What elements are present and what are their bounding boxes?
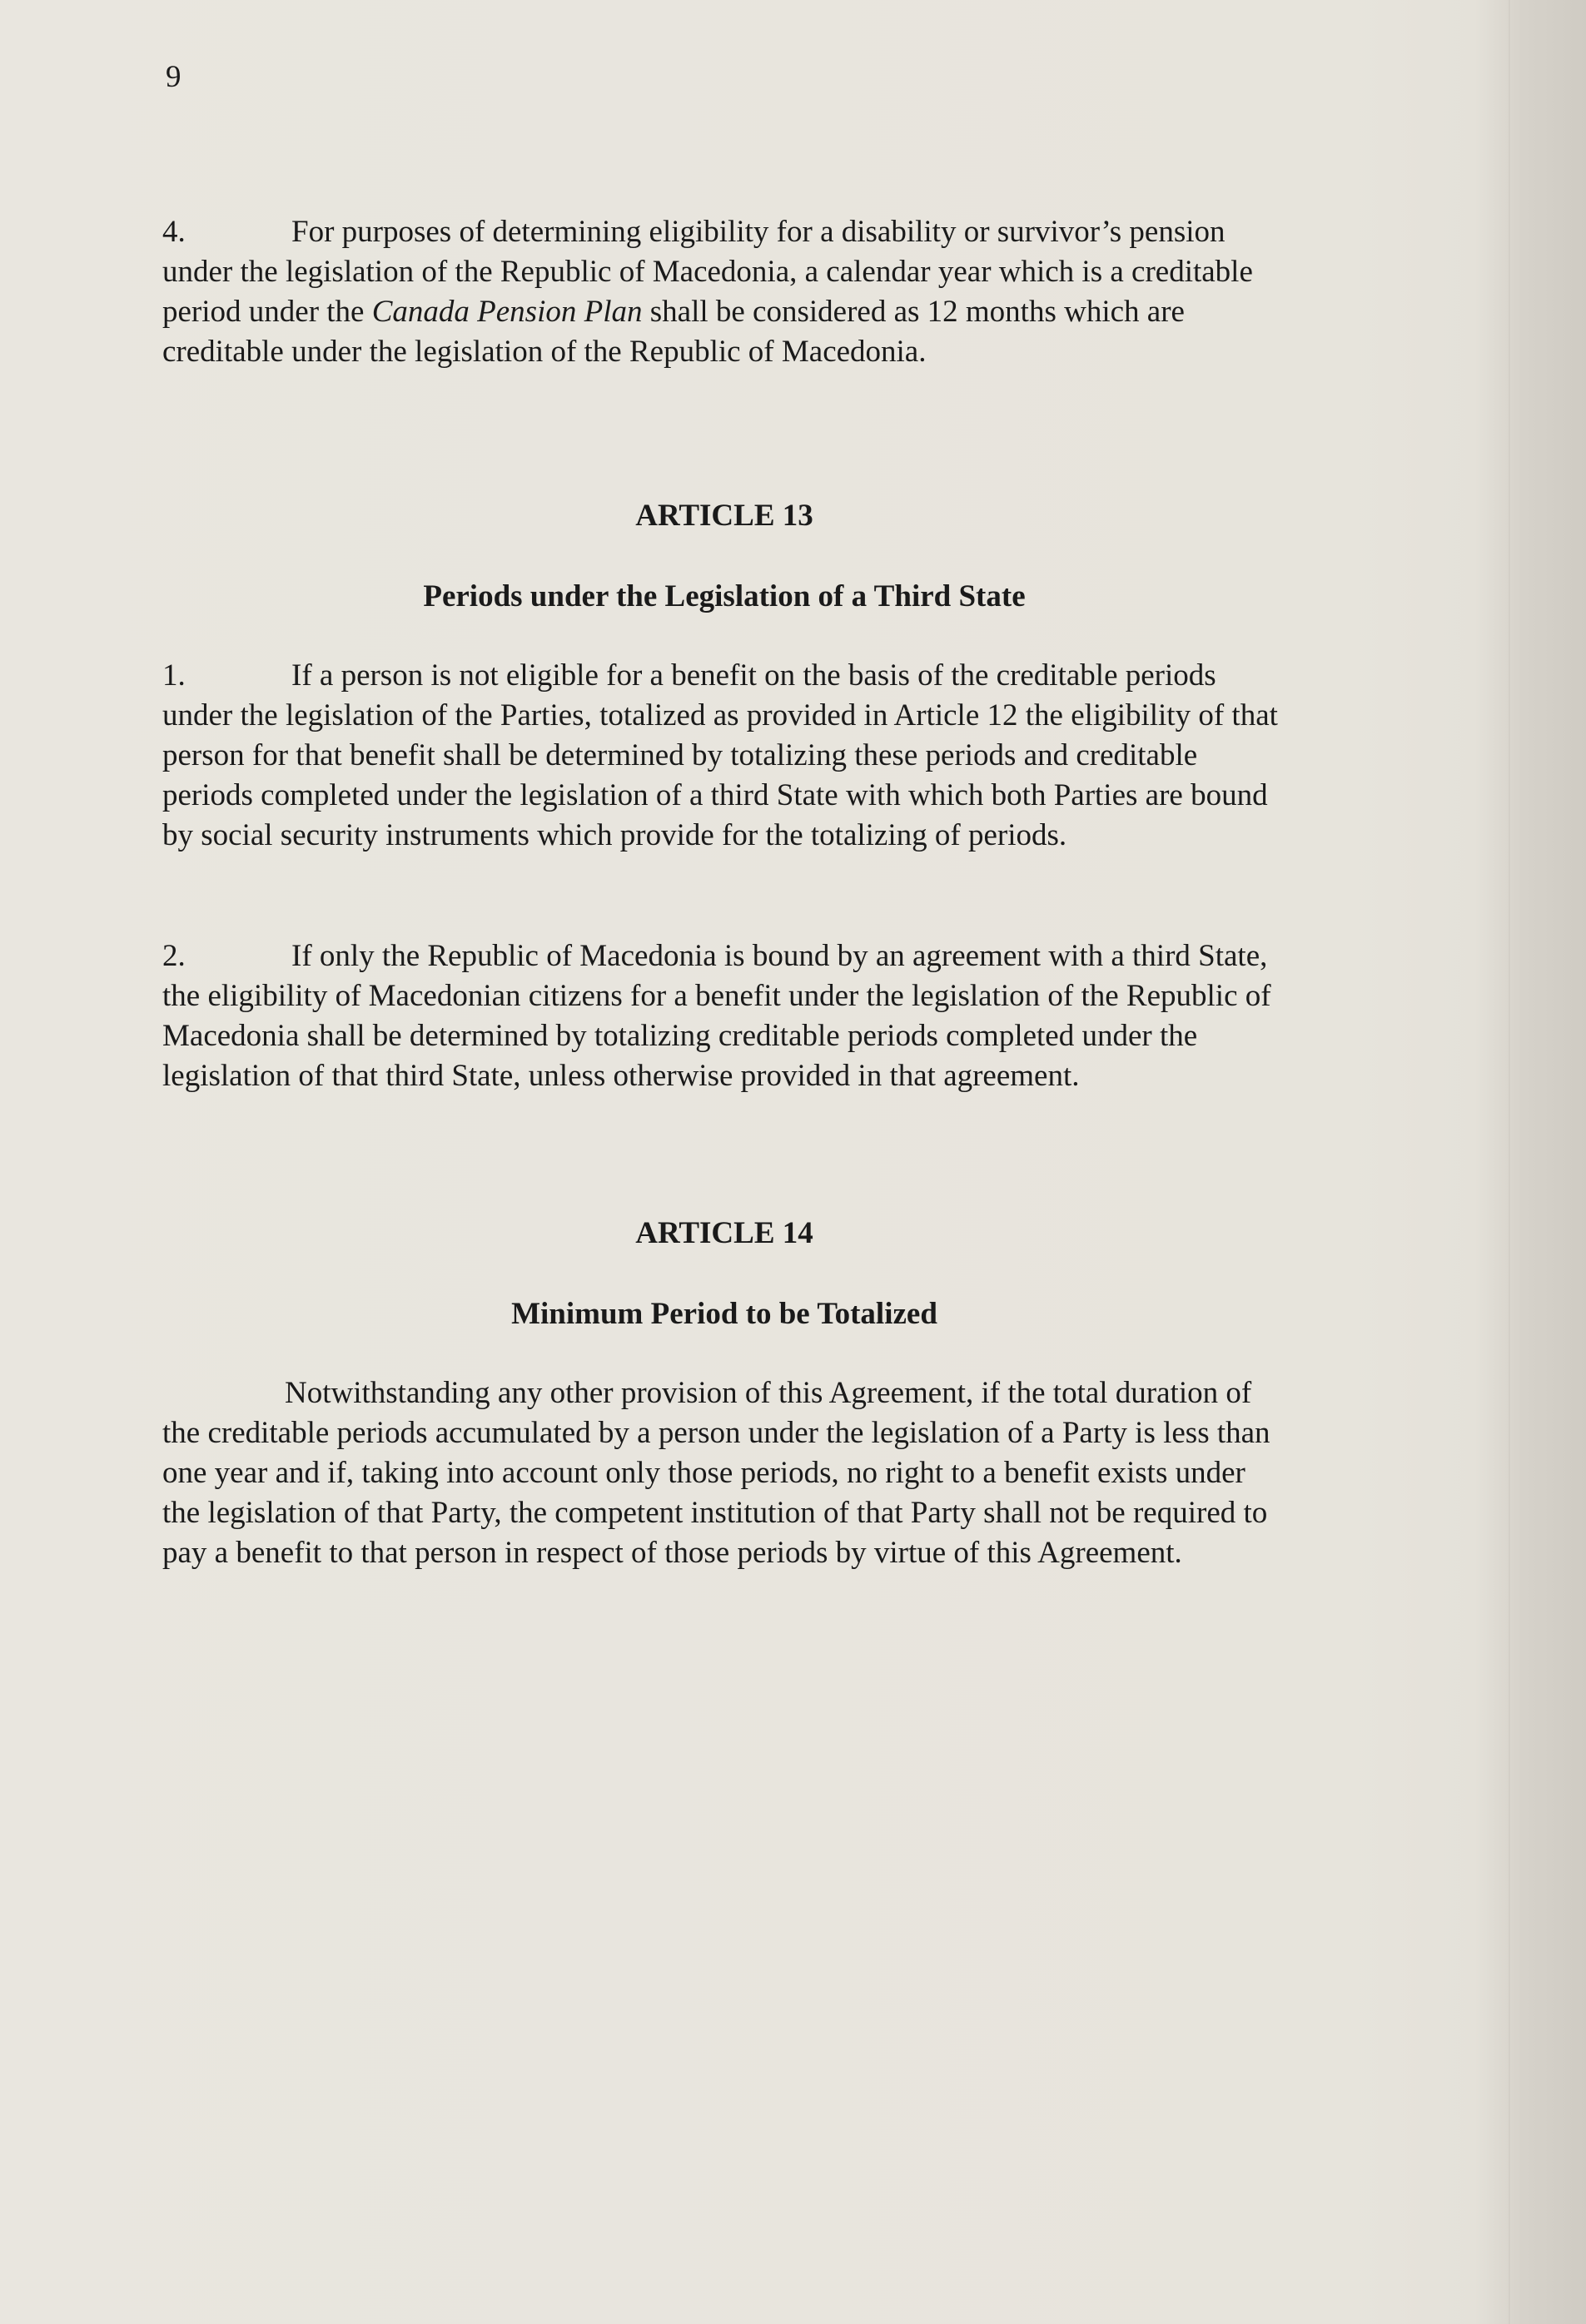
page-edge — [1509, 0, 1510, 2324]
paragraph-text: If a person is not eligible for a benefit on the basis of the creditable periods under the legislation of the Parties, totalized as provided in Article 12 the eligibility of that person for that benefit shall be determined by totalizing these periods and creditable periods completed under the legislation of a third State with which both Parties are bound by social security instruments which provide for the totalizing of periods. — [162, 658, 1278, 852]
article-14-subtitle: Minimum Period to be Totalized — [511, 1297, 937, 1331]
paragraph-number: 1. — [162, 658, 186, 693]
paragraph-text: shall be considered as 12 months which are creditable under the legislation of the Republic of Macedonia. — [162, 295, 1185, 369]
paragraph-text: If only the Republic of Macedonia is bound by an agreement with a third State, the eligibility of Macedonian citizens for a benefit under the legislation of the Republic of Macedonia shall be determined by totalizing creditable periods completed under the legislation of that third State, unless otherwise provided in that agreement. — [162, 939, 1271, 1093]
article-13-title: ARTICLE 13 — [635, 499, 813, 533]
article-13-subtitle: Periods under the Legislation of a Third State — [423, 579, 1026, 613]
act-title-italic: Canada Pension Plan — [371, 295, 643, 329]
article-13-paragraph-2 — [162, 936, 1282, 1096]
article-13-paragraph-1 — [162, 656, 1282, 856]
paragraph-number: 4. — [162, 215, 186, 249]
paragraph-4 — [162, 212, 1282, 372]
paragraph-number: 2. — [162, 939, 186, 973]
paragraph-text: Notwithstanding any other provision of this Agreement, if the total duration of the creditable periods accumulated by a person under the legislation of a Party is less than one year and if, taking into account only those periods, no right to a benefit exists under the legislation of that Party, the competent institution of that Party shall not be required to pay a benefit to that person in respect of those periods by virtue of this Agreement. — [162, 1376, 1270, 1570]
paragraph-text: For purposes of determining eligibility for a disability or survivor’s pension under the legislation of the Republic of Macedonia, a calendar year which is a creditable period under the — [162, 215, 1253, 329]
article-14-title: ARTICLE 14 — [635, 1216, 813, 1250]
page-number: 9 — [166, 60, 181, 94]
article-14-paragraph — [162, 1373, 1282, 1573]
